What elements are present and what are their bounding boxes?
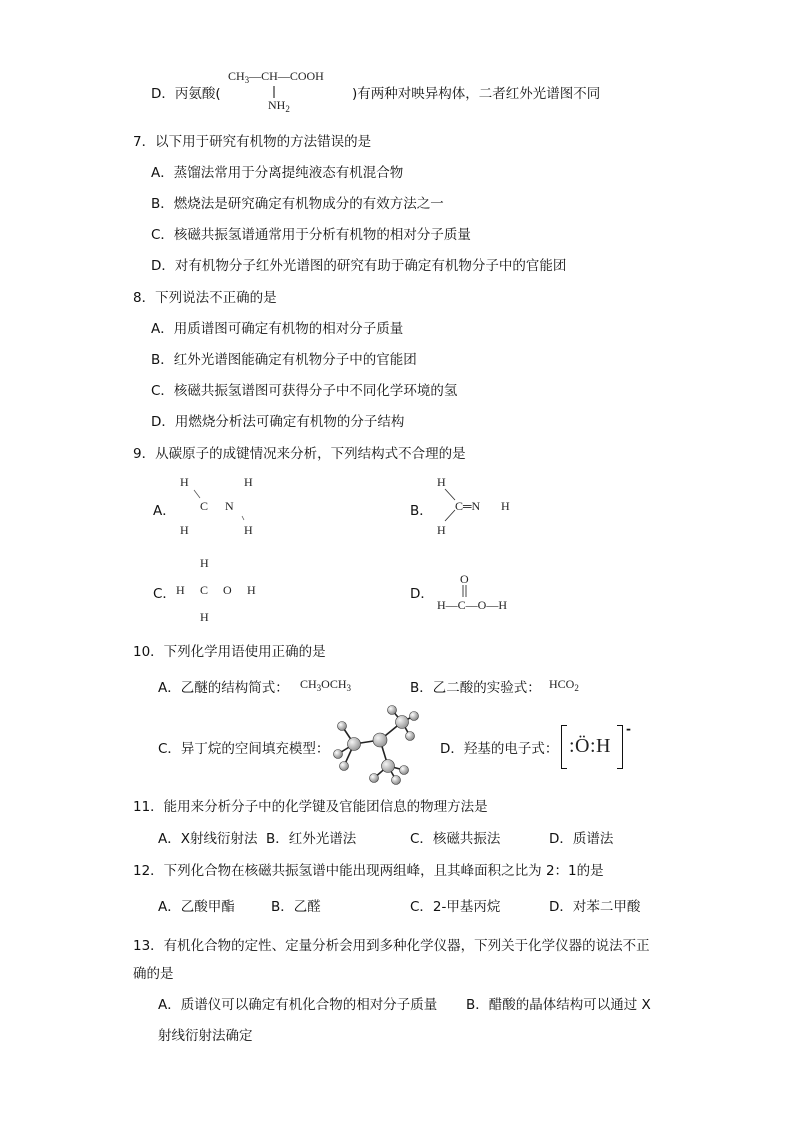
ch-cooh-group: —CH—COOH [249,69,324,83]
q7-option-d[interactable]: D．对有机物分子红外光谱图的研究有助于确定有机物分子中的官能团 [151,258,567,274]
hydroxyl-charge: - [626,722,631,736]
q9c-h-top: H [200,556,209,570]
q12-option-d[interactable]: D．对苯二甲酸 [549,899,641,915]
q9a-h3: H [180,523,189,537]
q10-option-a[interactable]: A．乙醚的结构简式： [158,680,289,696]
nh2-group: $NH_2$ [268,98,290,114]
q13-option-a[interactable]: A．质谱仪可以确定有机化合物的相对分子质量 [158,997,438,1013]
q9a-c: C [200,499,209,513]
q6-option-d-suffix: )有两种对映异构体，二者红外光谱图不同 [352,86,601,102]
q10-option-a-formula: $CH_3OCH_3$ [300,677,352,693]
q9a-h4: H [244,523,253,537]
q12-option-a[interactable]: A．乙酸甲酯 [158,899,235,915]
q10-option-c[interactable]: C．异丁烷的空间填充模型： [158,741,330,757]
hydroxyl-bracket [561,725,623,769]
q8-option-b[interactable]: B．红外光谱图能确定有机物分子中的官能团 [151,352,417,368]
q7-option-b[interactable]: B．燃烧法是研究确定有机物成分的有效方法之一 [151,196,444,212]
q10-option-b[interactable]: B．乙二酸的实验式： [410,680,541,696]
q6-option-d-prefix: D．丙氨酸( [151,86,221,102]
q13-option-b[interactable]: B．醋酸的晶体结构可以通过 X [466,997,651,1013]
q9-label-a[interactable]: A． [153,503,176,519]
ch3-group: $CH_3$ [228,69,250,85]
q12-option-b[interactable]: B．乙醛 [271,899,321,915]
q9b-bonds [440,487,460,525]
alanine-structure [228,69,324,85]
q9c-h-left: H [176,583,185,597]
q9-label-d[interactable]: D． [410,586,434,602]
q7-option-a[interactable]: A．蒸馏法常用于分离提纯液态有机混合物 [151,165,404,181]
q9b-h1: H [437,475,446,489]
q9a-bonds [190,488,260,524]
q9d-chain: H—C—O—H [437,598,508,612]
q7-stem: 7．以下用于研究有机物的方法错误的是 [133,134,372,150]
q9c-h-right: H [247,583,256,597]
q9b-c-double-n: C═N [455,499,481,513]
q10-option-b-formula: $HCO_2$ [549,677,579,693]
q8-stem: 8．下列说法不正确的是 [133,290,277,306]
q9c-c: C [200,583,209,597]
q9-label-c[interactable]: C． [153,586,176,602]
q9c-o: O [223,583,232,597]
q13-option-b-cont: 射线衍射法确定 [158,1028,253,1044]
q9-label-b[interactable]: B． [410,503,433,519]
q11-option-a[interactable]: A．X射线衍射法 [158,831,258,847]
q13-stem-line1: 13．有机化合物的定性、定量分析会用到多种化学仪器，下列关于化学仪器的说法不正 [133,938,650,954]
q9c-h-bottom: H [200,610,209,624]
q12-stem: 12．下列化合物在核磁共振氢谱中能出现两组峰，且其峰面积之比为 2：1的是 [133,863,604,879]
q9b-h2: H [437,523,446,537]
q8-option-a[interactable]: A．用质谱图可确定有机物的相对分子质量 [151,321,404,337]
q8-option-d[interactable]: D．用燃烧分析法可确定有机物的分子结构 [151,414,405,430]
q10-stem: 10．下列化学用语使用正确的是 [133,644,326,660]
q11-stem: 11．能用来分析分子中的化学键及官能团信息的物理方法是 [133,799,488,815]
q13-stem-line2: 确的是 [133,966,174,982]
q11-option-d[interactable]: D．质谱法 [549,831,614,847]
q9d-o-top: O [460,572,469,586]
q11-option-c[interactable]: C．核磁共振法 [410,831,501,847]
q8-option-c[interactable]: C．核磁共振氢谱图可获得分子中不同化学环境的氢 [151,383,458,399]
q9a-h2: H [244,475,253,489]
q7-option-c[interactable]: C．核磁共振氢谱通常用于分析有机物的相对分子质量 [151,227,471,243]
q11-option-b[interactable]: B．红外光谱法 [266,831,357,847]
q9b-h3: H [501,499,510,513]
q9a-n: N [225,499,234,513]
hydroxyl-electron-formula: :Ö:H [569,735,611,757]
q9d-double-bond [461,585,469,599]
isobutane-model [330,704,420,784]
q12-option-c[interactable]: C．2-甲基丙烷 [410,899,501,915]
q10-option-d[interactable]: D．羟基的电子式： [440,741,559,757]
q9a-h1: H [180,475,189,489]
q9-stem: 9．从碳原子的成键情况来分析，下列结构式不合理的是 [133,446,466,462]
